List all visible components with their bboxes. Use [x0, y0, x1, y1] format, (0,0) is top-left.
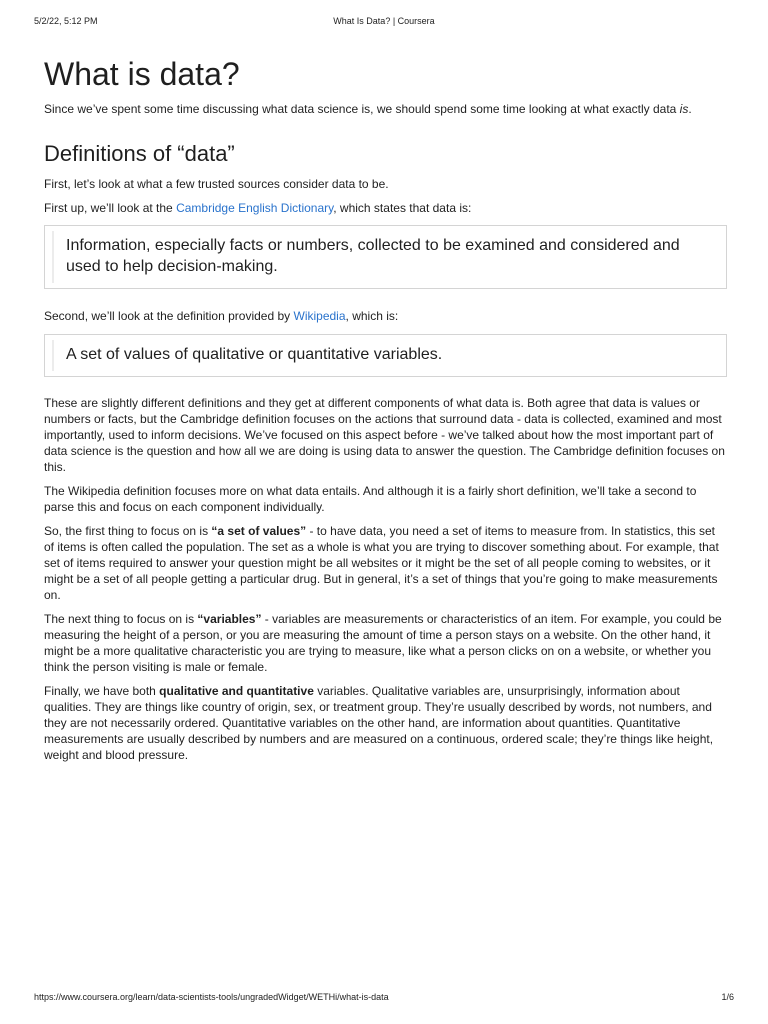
intro-emphasis: is — [679, 102, 689, 116]
variables-body: - variables are measurements or characteristics of an item. For example, you could be measuring the height of a person, or you are measuring the amount of time a person stays on a website. On the other hand, it might be a more qualitative characteristic you are trying to measure, like what a person clicks on on a website, or whether you think the person visiting is male or female. — [44, 612, 722, 674]
qual-quant-text: Finally, we have both — [44, 684, 160, 698]
print-footer — [34, 992, 734, 1004]
print-datetime: 5/2/22, 5:12 PM — [34, 16, 98, 26]
wikipedia-text: Second, we’ll look at the definition provided by — [44, 309, 294, 323]
paragraph-qualitative-quantitative — [44, 683, 727, 763]
cambridge-quote: Information, especially facts or numbers, collected to be examined and considered and used to help decision-making. — [44, 225, 727, 289]
qual-quant-body: variables. Qualitative variables are, unsurprisingly, information about qualities. They are things like country of origin, sex, or treatment group. They’re usually described by words, not numbers, and they are not necessarily ordered. Quantitative variables on the other hand, are information about quantities. Quantitative measurements are usually described by numbers and are measured on a continuous, ordered scale; they’re things like height, weight and blood pressure. — [44, 684, 714, 762]
article — [44, 52, 727, 763]
page-title: What is data? — [44, 56, 240, 92]
intro-text: Since we’ve spent some time discussing what data science is, we should spend some time looking at what exactly data — [44, 102, 680, 116]
paragraph-cambridge — [44, 200, 727, 216]
paragraph-wikipedia — [44, 308, 727, 324]
wikipedia-link[interactable]: Wikipedia — [293, 309, 346, 323]
variables-term: “variables” — [197, 612, 262, 626]
paragraph-set-of-values — [44, 523, 727, 603]
wikipedia-quote: A set of values of qualitative or quantitative variables. — [44, 334, 727, 377]
paragraph-wikipedia-definition: The Wikipedia definition focuses more on what data entails. And although it is a fairly short definition, we’ll take a second to parse this and focus on each component individually. — [44, 484, 697, 514]
intro-end: . — [688, 102, 692, 116]
set-of-values-term: “a set of values” — [211, 524, 307, 538]
print-header — [34, 16, 734, 28]
paragraph-variables — [44, 611, 727, 675]
intro-paragraph — [44, 101, 727, 117]
print-url: https://www.coursera.org/learn/data-scientists-tools/ungradedWidget/WETHi/what-is-data — [34, 992, 389, 1002]
paragraph-comparison: These are slightly different definitions and they get at different components of what data is. Both agree that data is values or numbers or facts, but the Cambridge definition focuses on the actions that surround data - data is collected, examined and most importantly, used to inform decisions. We’ve focused on this aspect before - we’ve talked about how the most important part of data science is the question and how all we are doing is using data to answer the question. The Cambridge definition focuses on this. — [44, 396, 725, 474]
print-page-title: What Is Data? | Coursera — [333, 16, 435, 26]
set-of-values-body: - to have data, you need a set of items to measure from. In statistics, this set of items is often called the population. The set as a whole is what you are trying to discover something about. For example, that set of items required to answer your question might be all websites or it might be the set of all people coming to websites, or it might be a set of all people getting a particular drug. But in general, it’s a set of things that you’re going to make measurements on. — [44, 524, 719, 602]
page-number: 1/6 — [721, 992, 734, 1002]
set-of-values-text: So, the first thing to focus on is — [44, 524, 212, 538]
variables-text: The next thing to focus on is — [44, 612, 198, 626]
cambridge-text: First up, we’ll look at the — [44, 201, 177, 215]
paragraph-sources: First, let’s look at what a few trusted sources consider data to be. — [44, 177, 389, 191]
qual-quant-term: qualitative and quantitative — [159, 684, 314, 698]
cambridge-text-end: , which states that data is: — [333, 201, 472, 215]
cambridge-dictionary-link[interactable]: Cambridge English Dictionary — [176, 201, 334, 215]
section-heading: Definitions of “data” — [44, 141, 235, 166]
wikipedia-text-end: , which is: — [345, 309, 399, 323]
